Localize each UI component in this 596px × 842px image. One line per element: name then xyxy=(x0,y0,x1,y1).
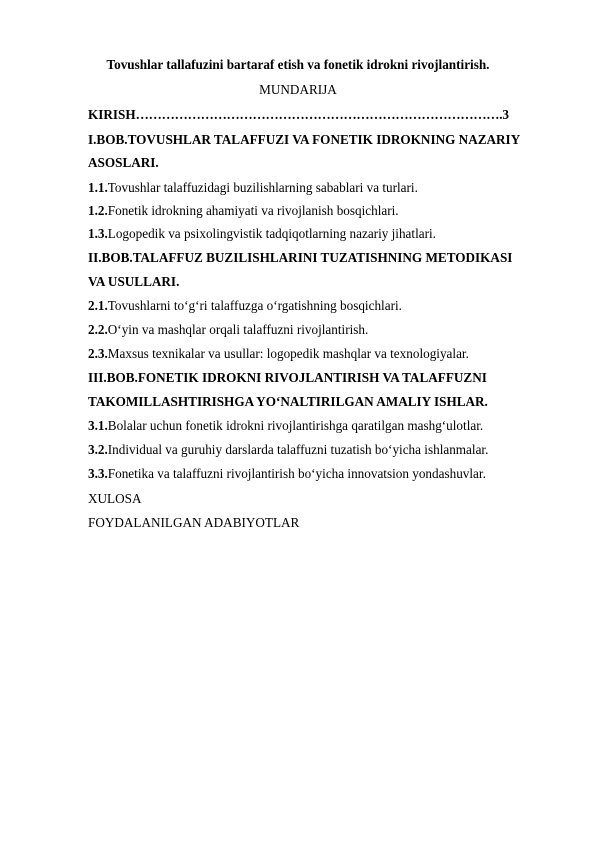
section-number: 2.2. xyxy=(88,322,108,337)
toc-heading: MUNDARIJA xyxy=(259,82,337,97)
document-title: Tovushlar tallafuzini bartaraf etish va fonetik idrokni rivojlantirish. xyxy=(106,57,490,72)
toc-section-3-2 xyxy=(88,442,554,458)
toc-section-1-2 xyxy=(88,203,554,219)
section-number: 1.1. xyxy=(88,180,108,195)
toc-section-2-2 xyxy=(88,322,554,338)
section-number: 2.3. xyxy=(88,346,108,361)
section-number: 3.1. xyxy=(88,418,108,433)
toc-section-3-1 xyxy=(88,418,554,434)
section-text: Tovushlar talaffuzidagi buzilishlarning sabablari va turlari. xyxy=(107,180,418,195)
chapter3-title-line2: TAKOMILLASHTIRISHGA YO‘NALTIRILGAN AMALIY ISHLAR. xyxy=(88,394,488,409)
toc-page-number: 3 xyxy=(502,107,509,122)
toc-section-2-3 xyxy=(88,346,554,362)
section-text: Individual va guruhiy darslarda talaffuzni tuzatish bo‘yicha ishlanmalar. xyxy=(107,442,489,457)
section-text: O‘yin va mashqlar orqali talaffuzni rivojlantirish. xyxy=(107,322,369,337)
section-text: Maxsus texnikalar va usullar: logopedik mashqlar va texnologiyalar. xyxy=(107,346,469,361)
toc-section-1-1 xyxy=(88,180,554,196)
chapter2-title-line1: II.BOB.TALAFFUZ BUZILISHLARINI TUZATISHNING METODIKASI xyxy=(88,250,513,265)
toc-entry-label: KIRISH xyxy=(88,107,136,122)
section-number: 1.2. xyxy=(88,203,108,218)
toc-leader-dots: …………………………………………………………………………. xyxy=(135,107,503,122)
toc-entry-intro xyxy=(88,107,554,123)
section-number: 1.3. xyxy=(88,226,108,241)
toc-section-1-3 xyxy=(88,226,554,242)
section-number: 2.1. xyxy=(88,298,108,313)
section-text: Fonetik idrokning ahamiyati va rivojlanish bosqichlari. xyxy=(107,203,399,218)
toc-section-3-3 xyxy=(88,466,554,482)
chapter3-title-line1: III.BOB.FONETIK IDROKNI RIVOJLANTIRISH VA TALAFFUZNI xyxy=(88,370,487,385)
section-number: 3.2. xyxy=(88,442,108,457)
chapter1-title-line1: I.BOB.TOVUSHLAR TALAFFUZI VA FONETIK IDROKNING NAZARIY xyxy=(88,132,521,147)
section-text: Fonetika va talaffuzni rivojlantirish bo‘yicha innovatsion yondashuvlar. xyxy=(107,466,486,481)
toc-entry-conclusion: XULOSA xyxy=(88,491,142,506)
toc-entry-references: FOYDALANILGAN ADABIYOTLAR xyxy=(88,515,300,530)
chapter2-title-line2: VA USULLARI. xyxy=(88,274,180,289)
chapter1-title-line2: ASOSLARI. xyxy=(88,155,159,170)
toc-section-2-1 xyxy=(88,298,554,314)
section-number: 3.3. xyxy=(88,466,108,481)
section-text: Bolalar uchun fonetik idrokni rivojlantirishga qaratilgan mashg‘ulotlar. xyxy=(107,418,484,433)
section-text: Tovushlarni to‘g‘ri talaffuzga o‘rgatishning bosqichlari. xyxy=(107,298,402,313)
section-text: Logopedik va psixolingvistik tadqiqotlarning nazariy jihatlari. xyxy=(107,226,436,241)
